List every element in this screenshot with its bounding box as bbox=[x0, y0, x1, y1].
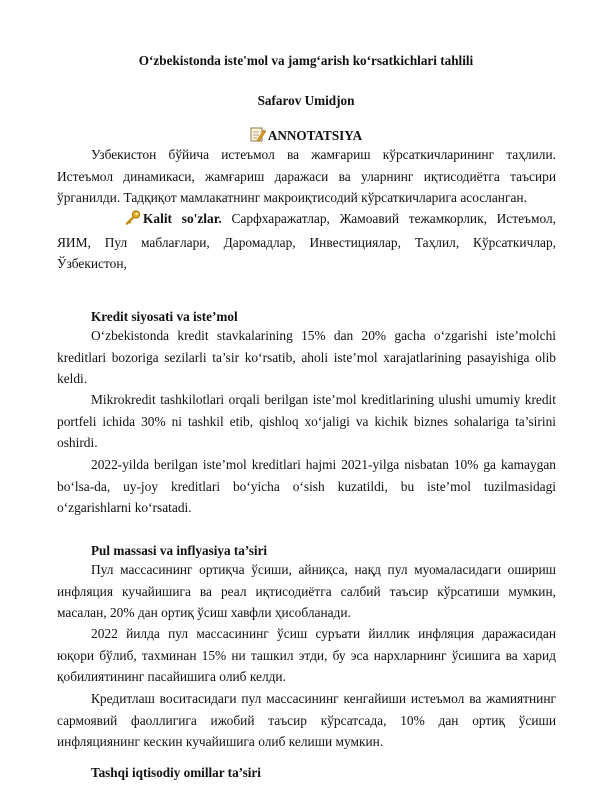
keywords-paragraph bbox=[57, 208, 556, 275]
section-paragraph: Mikrokredit tashkilotlari orqali berilgan iste’mol kreditlarining ulushi umumiy kredit portfeli ichida 30% ni tashkil etib, qishloq xo‘jaligi va kichik biznes sohalariga ta’sirini oshirdi. bbox=[57, 392, 556, 450]
section-paragraph: 2022 йилда пул массасининг ўсиш суръати йиллик инфляция даражасидан юқори бўлиб, тахминан 15% ни ташкил этди, бу эса нархларнинг ўсишига ва харид қобилиятининг пасайишига олиб келди. bbox=[57, 626, 556, 684]
author-name: Safarov Umidjon bbox=[257, 93, 355, 108]
document-title: O‘zbekistonda iste'mol va jamg‘arish ko‘rsatkichlari tahlili bbox=[138, 53, 474, 68]
key-icon bbox=[91, 210, 141, 232]
keywords-text: Сарфхаражатлар, Жамоавий тежамкорлик, Истеъмол, ЯИМ, Пул маблағлари, Даромадлар, Инвестициялар, Таҳлил, Кўрсаткичлар, Ўзбекистон, bbox=[57, 211, 556, 271]
section-heading: Kredit siyosati va iste’mol bbox=[91, 309, 238, 324]
section-heading: Tashqi iqtisodiy omillar ta’siri bbox=[91, 765, 261, 780]
abstract-heading: ANNOTATSIYA bbox=[267, 128, 363, 143]
section-paragraph: Пул массасининг ортиқча ўсиши, айниқса, нақд пул муомаласидаги ошириш инфляция кучайишига ва реал иқтисодиётга салбий таъсир кўрсатиши мумкин, масалан, 20% дан ортиқ ўсиш хавфли ҳисобланади. bbox=[57, 562, 556, 620]
abstract-text: Узбекистон бўйича истеъмол ва жамғариш кўрсаткичларининг таҳлили. Истеъмол динамикаси, жамғариш даражаси ва уларнинг иқтисодиётга таъсири ўрганилди. Тадқиқот мамлакатнинг макроиқтисодий кўрсаткичларига асосланган. bbox=[57, 147, 556, 205]
keywords-label: Kalit so'zlar. bbox=[143, 211, 222, 226]
section-paragraph: Кредитлаш воситасидаги пул массасининг кенгайиши истеъмол ва жамиятнинг сармоявий фаоллигига ижобий таъсир кўрсатсада, 10% дан ортиқ ўсиши инфляциянинг кескин кучайишига олиб келиши мумкин. bbox=[57, 691, 556, 749]
section-heading: Pul massasi va inflyasiya ta’siri bbox=[91, 543, 268, 558]
section-paragraph: 2022-yilda berilgan iste’mol kreditlari hajmi 2021-yilga nisbatan 10% ga kamaygan bo‘lsa-da, uy-joy kreditlari bo‘yicha o‘sish kuzatildi, bu iste’mol tuzilmasidagi o‘zgarishlarni ko‘rsatadi. bbox=[57, 457, 556, 515]
section-paragraph: O‘zbekistonda kredit stavkalarining 15% dan 20% gacha o‘zgarishi iste’molchi kreditlari bozoriga sezilarli ta’sir ko‘rsatib, aholi iste’mol xarajatlarining pasayishiga olib keldi. bbox=[57, 328, 556, 386]
